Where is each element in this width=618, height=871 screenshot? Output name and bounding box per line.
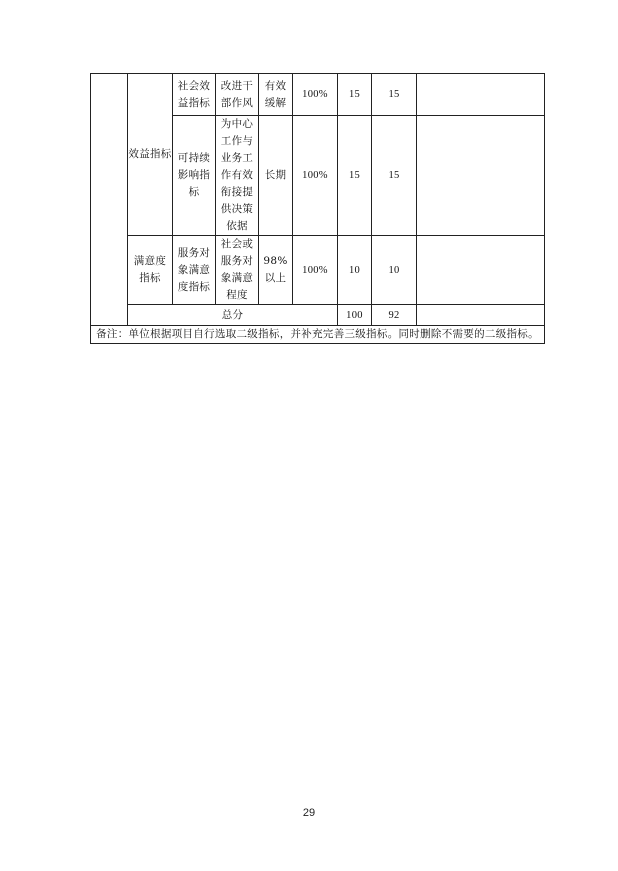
sub-indicator-cell: 可持续影响指标 [173, 116, 216, 236]
first-level-indicator-cell [91, 74, 128, 326]
note-row [91, 326, 545, 344]
weight-cell: 100% [293, 116, 338, 236]
sub-indicator-cell: 社会效益指标 [173, 74, 216, 116]
remark-cell [417, 236, 545, 305]
indicator-cell: 为中心工作与业务工作有效衔接提供决策依据 [216, 116, 259, 236]
remark-cell [417, 74, 545, 116]
indicator-cell: 社会或服务对象满意程度 [216, 236, 259, 305]
actual-score-cell: 15 [372, 116, 417, 236]
page-number: 29 [302, 807, 316, 819]
table-row [91, 74, 545, 116]
sub-indicator-cell: 服务对象满意度指标 [173, 236, 216, 305]
total-actual-score: 92 [372, 305, 417, 326]
weight-cell: 100% [293, 236, 338, 305]
full-score-cell: 10 [338, 236, 372, 305]
actual-score-cell: 15 [372, 74, 417, 116]
total-full-score: 100 [338, 305, 372, 326]
remark-cell [417, 116, 545, 236]
actual-score-cell: 10 [372, 236, 417, 305]
target-cell: 有效缓解 [259, 74, 293, 116]
benefit-category-cell: 效益指标 [128, 74, 173, 236]
total-label: 总分 [128, 305, 338, 326]
full-score-cell: 15 [338, 116, 372, 236]
total-row [91, 305, 545, 326]
target-cell: 98%以上 [259, 236, 293, 305]
total-remark [417, 305, 545, 326]
table-note: 备注：单位根据项目自行选取二级指标，并补充完善三级指标。同时删除不需要的二级指标。 [91, 326, 545, 344]
satisfaction-category-cell: 满意度指标 [128, 236, 173, 305]
table-row [91, 236, 545, 305]
target-cell: 长期 [259, 116, 293, 236]
weight-cell: 100% [293, 74, 338, 116]
performance-indicator-table [90, 73, 545, 344]
full-score-cell: 15 [338, 74, 372, 116]
indicator-cell: 改进干部作风 [216, 74, 259, 116]
